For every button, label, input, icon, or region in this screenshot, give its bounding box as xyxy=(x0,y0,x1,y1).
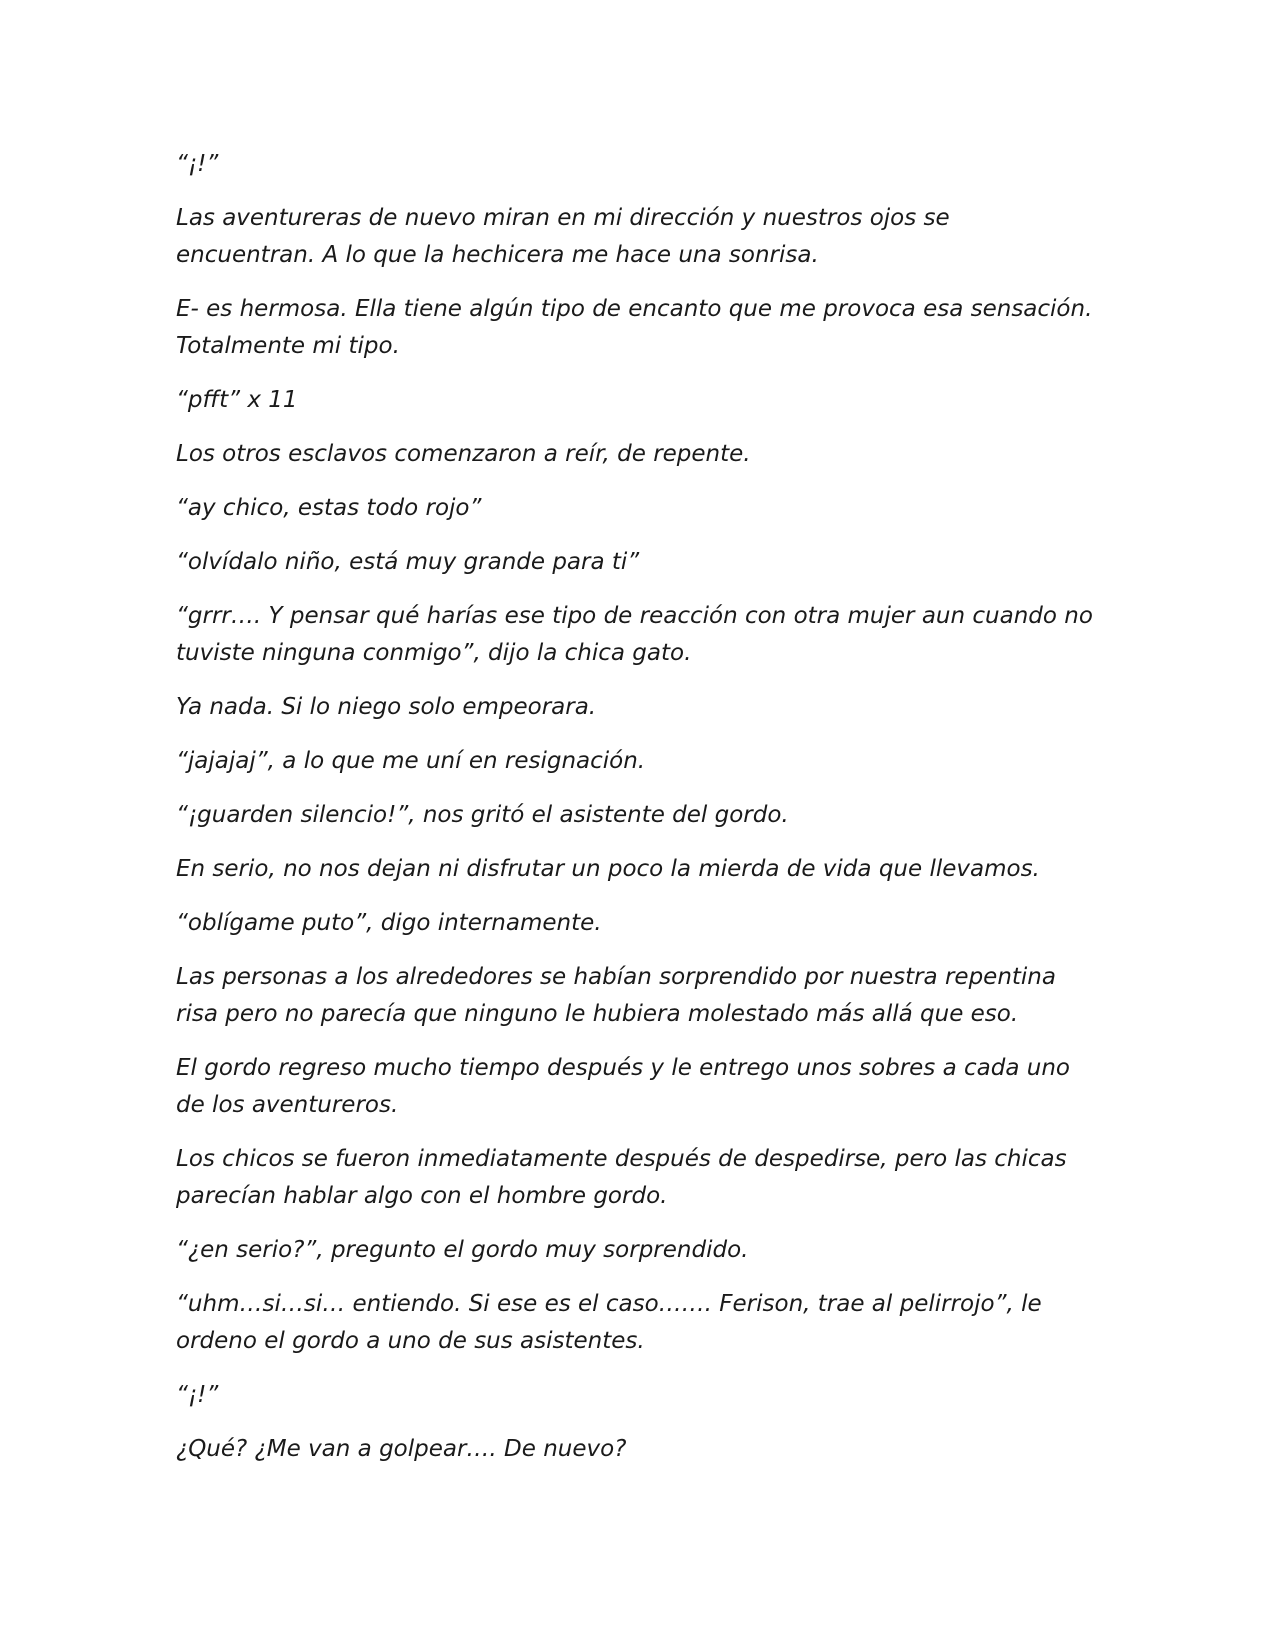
paragraph: Los chicos se fueron inmediatamente después de despedirse, pero las chicas parecían hablar algo con el hombre gordo. xyxy=(176,1146,1067,1209)
paragraph: ¿Qué? ¿Me van a golpear…. De nuevo? xyxy=(176,1436,627,1462)
paragraph: Los otros esclavos comenzaron a reír, de repente. xyxy=(176,441,751,467)
paragraph: “¿en serio?”, pregunto el gordo muy sorprendido. xyxy=(176,1237,749,1263)
paragraph: “oblígame puto”, digo internamente. xyxy=(176,910,602,936)
paragraph: Las personas a los alrededores se habían sorprendido por nuestra repentina risa pero no parecía que ninguno le hubiera molestado más allá que eso. xyxy=(176,964,1056,1027)
paragraph: “¡guarden silencio!”, nos gritó el asistente del gordo. xyxy=(176,802,789,828)
paragraph: “olvídalo niño, está muy grande para ti” xyxy=(176,549,640,575)
paragraph: El gordo regreso mucho tiempo después y le entrego unos sobres a cada uno de los aventureros. xyxy=(176,1055,1070,1118)
paragraph: En serio, no nos dejan ni disfrutar un poco la mierda de vida que llevamos. xyxy=(176,856,1040,882)
paragraph: “uhm…si…si… entiendo. Si ese es el caso……. Ferison, trae al pelirrojo”, le ordeno el gordo a uno de sus asistentes. xyxy=(176,1291,1042,1354)
paragraph: “¡!” xyxy=(176,151,219,177)
paragraph: Las aventureras de nuevo miran en mi dirección y nuestros ojos se encuentran. A lo que la hechicera me hace una sonrisa. xyxy=(176,205,950,268)
paragraph: “ay chico, estas todo rojo” xyxy=(176,495,482,521)
paragraph: Ya nada. Si lo niego solo empeorara. xyxy=(176,694,597,720)
paragraph: “pfft” x 11 xyxy=(176,387,298,413)
paragraph: “grrr…. Y pensar qué harías ese tipo de reacción con otra mujer aun cuando no tuviste ninguna conmigo”, dijo la chica gato. xyxy=(176,603,1093,666)
story-text xyxy=(176,146,1096,1485)
paragraph: E- es hermosa. Ella tiene algún tipo de encanto que me provoca esa sensación. Totalmente mi tipo. xyxy=(176,296,1093,359)
paragraph: “jajajaj”, a lo que me uní en resignación. xyxy=(176,748,646,774)
paragraph: “¡!” xyxy=(176,1382,219,1408)
